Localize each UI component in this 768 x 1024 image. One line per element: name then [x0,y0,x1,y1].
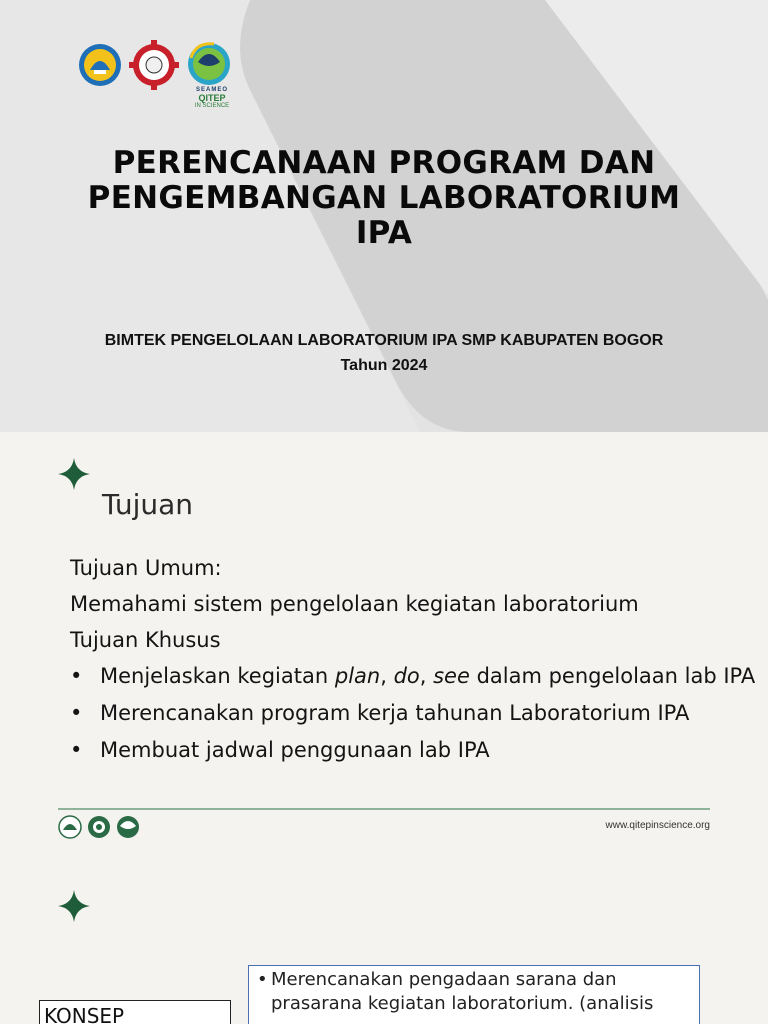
list-item: • Menjelaskan kegiatan plan, do, see dalam pengelolaan lab IPA [70,658,760,695]
subtitle-line-1: BIMTEK PENGELOLAAN LABORATORIUM IPA SMP KABUPATEN BOGOR [104,332,664,349]
concept-label-box: KONSEP [39,1000,231,1024]
footer-logo-3-icon [117,816,139,838]
list-item: • Merencanakan program kerja tahunan Laboratorium IPA [70,695,760,732]
list-item: • Membuat jadwal penggunaan lab IPA [70,732,760,769]
side-copyright-mark [4,787,14,857]
footer-logo-1-icon [59,816,81,838]
title-line-3: IPA [355,215,413,251]
specific-objectives-list [70,658,760,769]
presentation-subtitle [20,328,748,378]
footer-logo-2-icon [88,816,110,838]
specific-objective-label: Tujuan Khusus [70,628,221,652]
sparkle-star-icon [58,458,90,490]
title-line-2: PENGEMBANGAN LABORATORIUM [87,180,681,216]
slide-title [0,0,768,432]
concept-detail-box [248,965,700,1024]
subtitle-year: Tahun 2024 [340,357,428,374]
qitep-logo-text: SEAMEO QITEP IN SCIENCE [194,87,230,109]
objectives-content [70,550,760,769]
footer-logos [58,814,148,840]
footer-divider [58,808,710,810]
presentation-title [40,146,728,251]
sparkle-star-icon [58,890,90,922]
seameo-gear-logo [129,40,179,90]
general-objective-text: Memahami sistem pengelolaan kegiatan laboratorium [70,592,639,616]
slide-heading: Tujuan [102,488,194,521]
concept-bullet: • Merencanakan pengadaan sarana dan prasarana kegiatan laboratorium. (analisis [257,968,691,1016]
qitep-logo [188,43,230,85]
footer-website-link[interactable]: www.qitepinscience.org [605,820,710,831]
general-objective-label: Tujuan Umum: [70,556,222,580]
education-ministry-logo [79,44,121,86]
slide-objectives [0,432,768,864]
slide-concept [0,864,768,1024]
title-line-1: PERENCANAAN PROGRAM DAN [112,145,656,181]
